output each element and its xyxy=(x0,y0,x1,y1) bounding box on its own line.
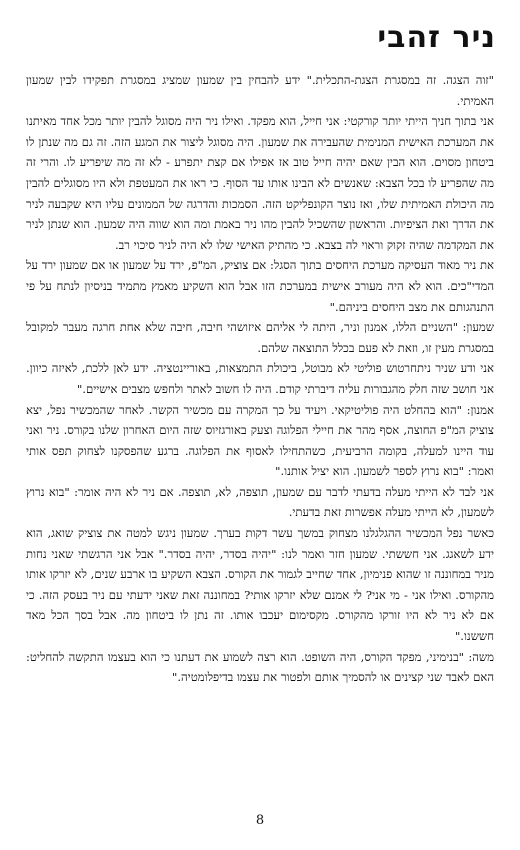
paragraph: משה: "בנימיני, מפקד הקורס, היה השופט. הוא רצה לשמוע את דעתנו כי הוא בעצמו התקשה להחליט: האם לאבד שני קצינים או להסמיך אותם ולפטור את עצמו בדיפלומטיה." xyxy=(26,649,494,685)
paragraph: כאשר נפל המכשיר ההגלגלנו מצחוק במשך עשר דקות בערך. שמעון ניגש למטה את צוציק שואג, הוא ידע לשאגג. אני חששתי. שמעון חזר ואמר לנו: "יהיה בסדר, יהיה בסדר." אבל אני הרגשתי שאני נחות מניר במחוננה זו שהוא פנימיון, אחד שחייב לגמור את הקורס. הצבא השקיע בו ארבע שנים, לא יזרקו אותו מהקורס. ואילו אני - מי אני? לי אמנם שלא יזרקו אותי? במחוננה זאת שאני ידעתי עם ניר בעסק הזה. כי אם לא ניר לא היו זורקו מהקורס. מקסימום יעכבו אותו. זה נתן לו ביטחון מה. אבל בסך הכל מאד חששנו." xyxy=(26,526,494,644)
paragraph: אני בתוך חניך הייתי יותר קורקטי: אני חייל, הוא מפקד. ואילו ניר היה מסוגל להבין יותר מכל אחד מאיתנו את המערכת האישית המנימית שהעבירה את שמעון. היה מסוגל ליצור את המגע הזה. זה גם מה שנתן לו ביטחון מסוים. הוא הבין שאם יהיה חייל טוב אז אפילו אם קצת יתפרע - לא זה מה שיפריע לו. והרי זה מה שהפריע לו בכל הצבא: שאנשים לא הבינו אותו עד הסוף. כי ראו את המעטפת ולא היו מסוגלים להבין מה היכולת האמיתית שלו, ואז נוצר הקונפליקט הזה. הסמכות והדרגה של הממונים עליו היא שקבעה לניר את הדרך ואת הציפיות. והראשון שהשכיל להבין מהו ניר באמת ומה הוא שווה היה שמעון. הוא שנתן לניר את המקדמה שהיה זקוק וראוי לה בצבא. כי מהתיק האישי שלו לא היה לניר סיכוי רב. xyxy=(26,114,494,252)
body-text xyxy=(26,70,494,688)
paragraph: אמנון: "הוא בהחלט היה פוליטיקאי. ויעיד על כך המקרה עם מכשיר הקשר. לאחר שהמכשיר נפל, יצא צוציק המ"פ החוצה, אסף מהר את חיילי הפלוגה וצעק באורגזיוס שזה היום האחרון שלנו בקורס. ניר ואני עוד היינו למעלה, בקומה הרביעית, כשהתחילו לאסוף את הפלוגה. ברגע שהפסקנו לצחוק תפס אותי ואמר: "בוא נרוץ לספר לשמעון. הוא יציל אותנו." xyxy=(26,402,494,479)
paragraph: את ניר מאוד העסיקה מערכת היחסים בתוך הסגל: אם צוציק, המ"פ, ירד על שמעון או אם שמעון ירד על המדי"כים. הוא לא היה מעורב אישית במערכת הזו אבל הוא השקיע מאמץ מתמיד בניסיון לנתח על פי התנהגותם את מצב היחסים ביניהם." xyxy=(26,258,494,314)
paragraph: אני ודע שניר ניתחרטוש פוליטי לא מבוטל, ביכולת התמצאות, באוריינטציה. ידע לאן ללכת, לאיזה כיוון. אני חושב שזה חלק מהגבורות עליה דיברתי קודם. היה לו חשוב לאתר ולחפש מצבים אישיים." xyxy=(26,361,494,396)
paragraph: אני לבד לא הייתי מעלה בדעתי לדבר עם שמעון, תוצפה, לא, תוצפה. אם ניר לא היה אומר: "בוא נרוץ לשמעון, לא הייתי מעלה אפשרות זאת בדעתי. xyxy=(26,484,494,520)
page-title: ניר זהבי xyxy=(377,20,496,55)
page-number: 8 xyxy=(255,813,265,828)
paragraph: שמעון: "השניים הללו, אמנון וניר, היתה לי אליהם איזושהי חיבה, חיבה שלא אחת חרגה מעבר למקובל במסגרת מעין זו, וזאת לא פעם בכלל התוצאה שלהם. xyxy=(26,320,494,355)
paragraph: "זוה הצגה. זה במסגרת הצגת-התכלית." ידע להבחין בין שמעון שמציג במסגרת תפקידו לבין שמעון האמיתי. xyxy=(26,73,494,108)
